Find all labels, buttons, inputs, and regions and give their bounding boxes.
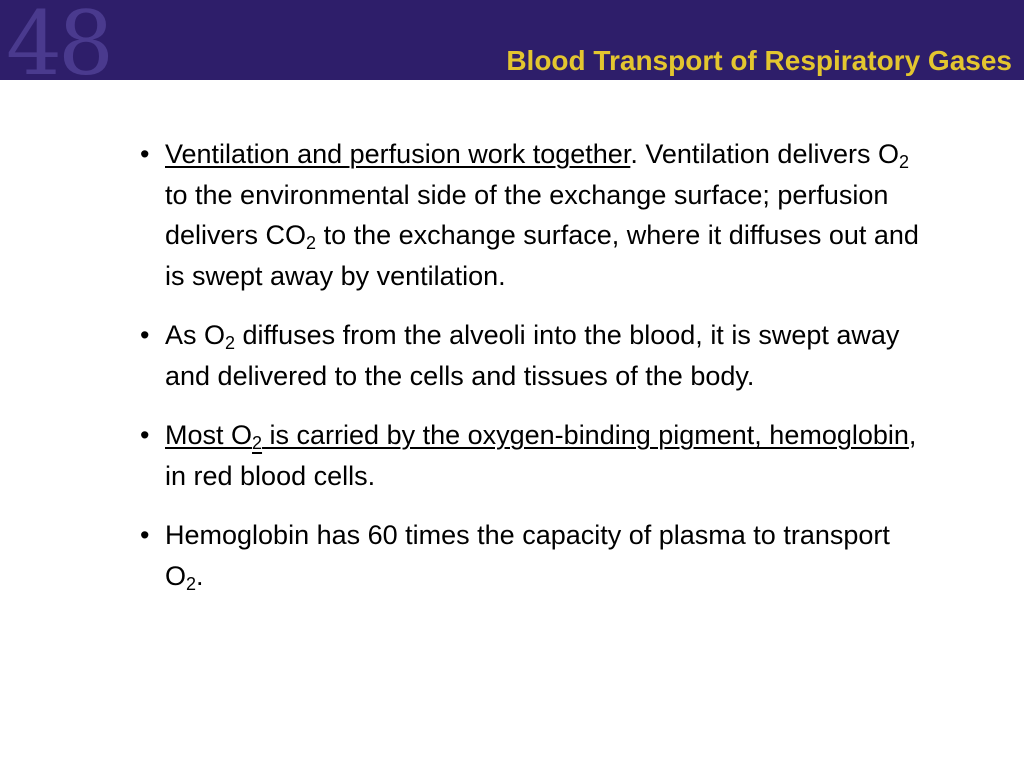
- text-segment: diffuses from the alveoli into the blood, it is swept away and delivered to the cells and tissues of the body.: [165, 320, 900, 391]
- text-segment: to the environmental side of the exchange surface; perfusion delivers CO: [165, 179, 889, 250]
- text-segment: As O: [165, 320, 226, 350]
- chapter-number: 48: [6, 0, 110, 95]
- bullet-marker: •: [140, 520, 150, 550]
- subscript: 2: [898, 152, 909, 172]
- text-segment: .: [196, 560, 204, 591]
- bullet-item: [140, 515, 930, 596]
- text-segment: , in red blood cells.: [165, 420, 917, 491]
- bullet-marker: •: [140, 320, 150, 350]
- bullet-text: [165, 320, 899, 391]
- subscript: 2: [252, 433, 263, 453]
- bullet-text: [165, 139, 919, 291]
- bullet-item: [140, 415, 930, 496]
- slide-title: Blood Transport of Respiratory Gases: [506, 45, 1012, 76]
- bullet-text: [165, 520, 890, 594]
- bullet-text: [165, 420, 916, 491]
- bullet-marker: •: [140, 139, 150, 169]
- text-segment: . Ventilation delivers O: [630, 139, 899, 169]
- text-segment: to the exchange surface, where it diffuses out and is swept away by ventilation.: [165, 220, 919, 291]
- subscript: 2: [186, 573, 197, 594]
- underlined-phrase: Most O: [165, 420, 253, 450]
- underlined-phrase: Ventilation and perfusion work together: [165, 139, 631, 169]
- subscript: 2: [225, 333, 236, 353]
- underlined-phrase: is carried by the oxygen-binding pigment, hemoglobin: [262, 420, 909, 450]
- subscript: 2: [306, 233, 317, 253]
- bullet-item: [140, 315, 930, 396]
- header-bar: [0, 0, 1024, 95]
- bullet-item: [140, 134, 930, 296]
- text-segment: Hemoglobin has 60 times the capacity of plasma to transport O: [165, 520, 890, 591]
- bullet-marker: •: [140, 420, 150, 450]
- bullet-list: [140, 134, 930, 615]
